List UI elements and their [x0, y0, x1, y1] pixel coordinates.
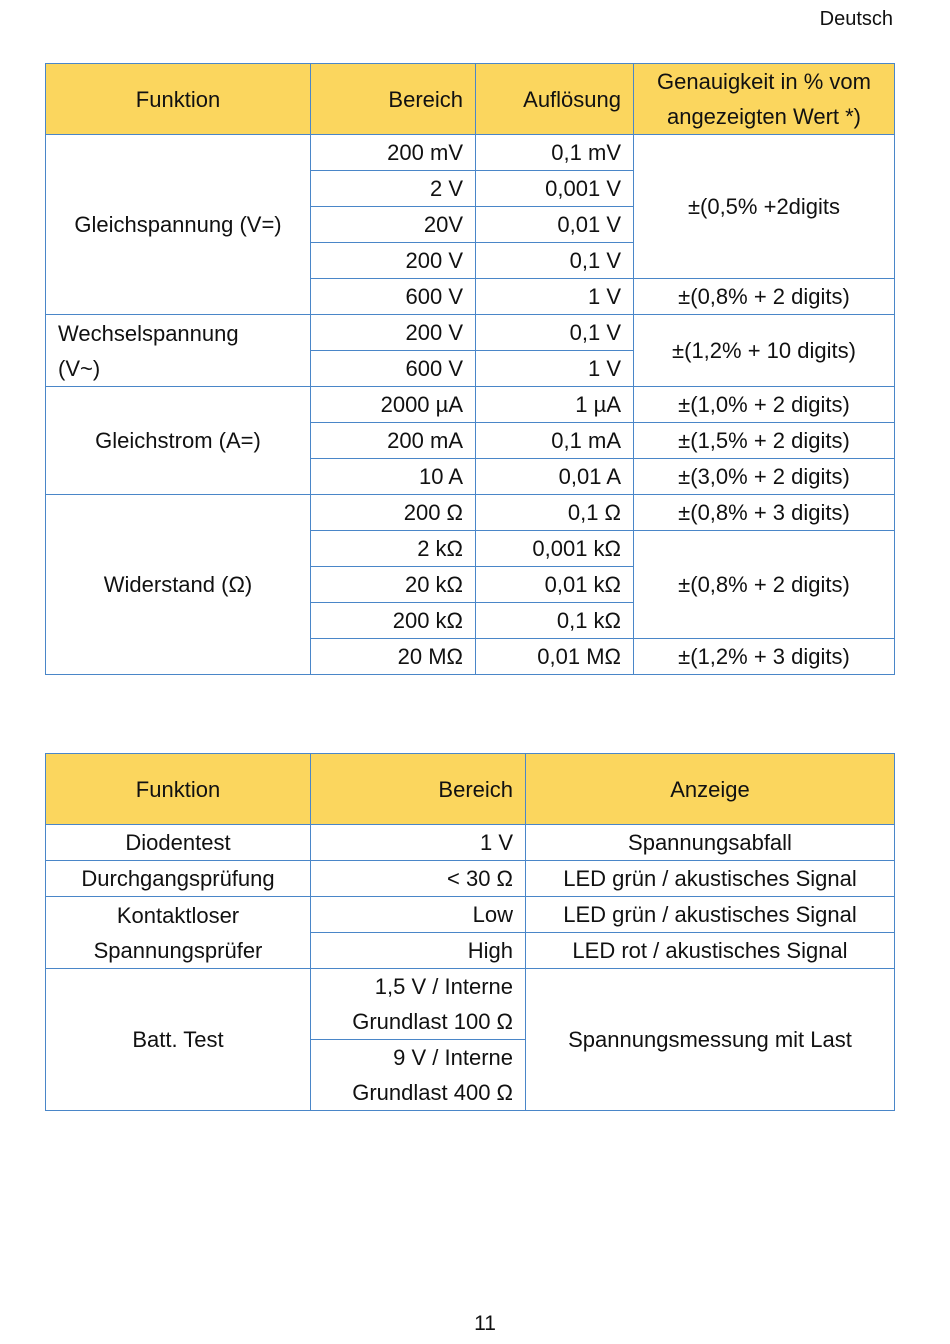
range-cell: 1 V — [311, 825, 526, 861]
range-cell: 2 V — [311, 171, 476, 207]
table-header-row — [46, 754, 895, 825]
resolution-cell: 0,1 mV — [476, 135, 634, 171]
display-cell: Spannungsmessung mit Last — [526, 969, 895, 1111]
table-header-row — [46, 64, 895, 135]
table-row — [46, 315, 895, 351]
accuracy-cell: ±(1,2% + 3 digits) — [634, 639, 895, 675]
header-funktion: Funktion — [46, 64, 311, 135]
resolution-cell: 0,01 A — [476, 459, 634, 495]
resolution-cell: 1 V — [476, 351, 634, 387]
range-cell: < 30 Ω — [311, 861, 526, 897]
function-label: Durchgangsprüfung — [46, 861, 311, 897]
accuracy-cell: ±(1,0% + 2 digits) — [634, 387, 895, 423]
range-cell: 2 kΩ — [311, 531, 476, 567]
resolution-cell: 0,01 kΩ — [476, 567, 634, 603]
header-genauigkeit: Genauigkeit in % vom angezeigten Wert *) — [634, 64, 895, 135]
table-row — [46, 861, 895, 897]
resolution-cell: 0,01 MΩ — [476, 639, 634, 675]
range-cell: High — [311, 933, 526, 969]
range-cell: 20V — [311, 207, 476, 243]
accuracy-cell: ±(1,5% + 2 digits) — [634, 423, 895, 459]
resolution-cell: 0,001 kΩ — [476, 531, 634, 567]
header-bereich: Bereich — [311, 754, 526, 825]
table-row — [46, 969, 895, 1040]
range-cell: 200 V — [311, 243, 476, 279]
header-bereich: Bereich — [311, 64, 476, 135]
header-anzeige: Anzeige — [526, 754, 895, 825]
specs-table-functions — [45, 753, 895, 1111]
range-cell: 200 Ω — [311, 495, 476, 531]
resolution-cell: 0,1 Ω — [476, 495, 634, 531]
function-label: Batt. Test — [46, 969, 311, 1111]
range-cell: 600 V — [311, 279, 476, 315]
resolution-cell: 0,1 mA — [476, 423, 634, 459]
range-cell: 200 mV — [311, 135, 476, 171]
display-cell: LED rot / akustisches Signal — [526, 933, 895, 969]
display-cell: Spannungsabfall — [526, 825, 895, 861]
header-funktion: Funktion — [46, 754, 311, 825]
range-cell: 20 kΩ — [311, 567, 476, 603]
display-cell: LED grün / akustisches Signal — [526, 861, 895, 897]
range-cell: Low — [311, 897, 526, 933]
accuracy-cell: ±(0,8% + 2 digits) — [634, 279, 895, 315]
table-row — [46, 495, 895, 531]
function-label: Kontaktloser Spannungsprüfer — [46, 897, 311, 969]
specs-table-measurements — [45, 63, 895, 675]
range-cell: 600 V — [311, 351, 476, 387]
range-cell: 1,5 V / Interne Grundlast 100 Ω — [311, 969, 526, 1040]
range-cell: 20 MΩ — [311, 639, 476, 675]
table-row — [46, 897, 895, 933]
resolution-cell: 0,1 V — [476, 243, 634, 279]
function-label: Gleichspannung (V=) — [46, 135, 311, 315]
range-cell: 200 V — [311, 315, 476, 351]
range-cell: 200 mA — [311, 423, 476, 459]
language-label: Deutsch — [819, 8, 893, 30]
accuracy-cell: ±(0,8% + 2 digits) — [634, 531, 895, 639]
function-label: Diodentest — [46, 825, 311, 861]
function-label: Wechselspannung (V~) — [46, 315, 311, 387]
range-cell: 10 A — [311, 459, 476, 495]
table-row — [46, 825, 895, 861]
range-cell: 2000 µA — [311, 387, 476, 423]
accuracy-cell: ±(1,2% + 10 digits) — [634, 315, 895, 387]
function-label: Widerstand (Ω) — [46, 495, 311, 675]
resolution-cell: 0,01 V — [476, 207, 634, 243]
accuracy-cell: ±(0,5% +2digits — [634, 135, 895, 279]
page-number: 11 — [474, 1312, 496, 1335]
function-label: Gleichstrom (A=) — [46, 387, 311, 495]
display-cell: LED grün / akustisches Signal — [526, 897, 895, 933]
resolution-cell: 0,1 kΩ — [476, 603, 634, 639]
accuracy-cell: ±(3,0% + 2 digits) — [634, 459, 895, 495]
range-cell: 9 V / Interne Grundlast 400 Ω — [311, 1040, 526, 1111]
table-row — [46, 135, 895, 171]
resolution-cell: 1 µA — [476, 387, 634, 423]
accuracy-cell: ±(0,8% + 3 digits) — [634, 495, 895, 531]
header-aufloesung: Auflösung — [476, 64, 634, 135]
resolution-cell: 0,001 V — [476, 171, 634, 207]
resolution-cell: 0,1 V — [476, 315, 634, 351]
range-cell: 200 kΩ — [311, 603, 476, 639]
resolution-cell: 1 V — [476, 279, 634, 315]
table-row — [46, 387, 895, 423]
